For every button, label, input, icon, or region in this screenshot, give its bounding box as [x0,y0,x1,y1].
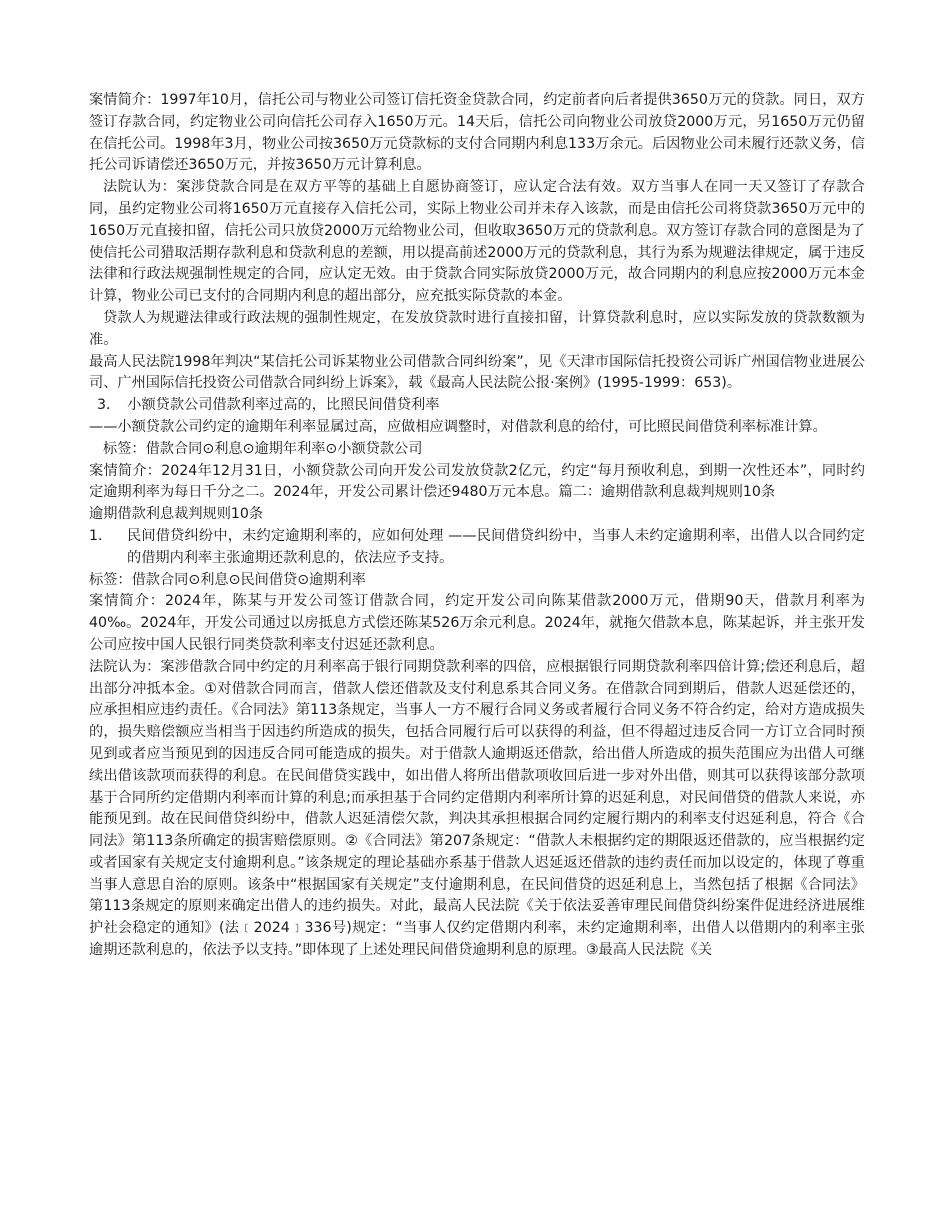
article-title: 逾期借款利息裁判规则10条 [89,506,264,523]
case-summary-paragraph: 案情简介：2024年，陈某与开发公司签订借款合同，约定开发公司向陈某借款2000万元，借期90天，借款月利率为40‰。2024年，开发公司通过以房抵息方式偿还陈某526万余元利息。2024年，就拖欠借款本息，陈某起诉，并主张开发公司应按中国人民银行同类贷款利率支付迟延还款利息。 [89,593,865,653]
list-item-text: 民间借贷纠纷中，未约定逾期利率的，应如何处理 ——民间借贷纠纷中，当事人未约定逾期利率，出借人以合同约定的借期内利率主张逾期还款利息的，依法应予支持。 [127,527,865,566]
section-heading: 3． 小额贷款公司借款利率过高的，比照民间借贷利率 [97,397,440,414]
case-summary-paragraph: 案情简介：2024年12月31日，小额贷款公司向开发公司发放贷款2亿元，约定“每月预收利息，到期一次性还本”，同时约定逾期利率为每日千分之二。2024年，开发公司累计偿还9480万元本息。篇二：逾期借款利息裁判规则10条 [89,462,865,501]
numbered-list-item [89,526,865,570]
document-body [89,90,865,962]
case-citation-paragraph: 最高人民法院1998年判决“某信托公司诉某物业公司借款合同纠纷案”，见《天津市国际信托投资公司诉广州国信物业进展公司、广州国际信托投资公司借款合同纠纷上诉案》，载《最高人民法院公报·案例》(1995-1999：653)。 [89,353,865,392]
tags-line: 标签：借款合同⊙利息⊙民间借贷⊙逾期利率 [89,571,366,588]
tags-line: 标签：借款合同⊙利息⊙逾期年利率⊙小额贷款公司 [103,440,423,457]
list-item-number: 1． [89,527,113,544]
case-summary-paragraph: 案情简介：1997年10月，信托公司与物业公司签订信托资金贷款合同，约定前者向后者提供3650万元的贷款。同日，双方签订存款合同，约定物业公司向信托公司存入1650万元。14天后，信托公司向物业公司放贷2000万元，另1650万元仍留在信托公司。1998年3月，物业公司按3650万元贷款标的支付合同期内利息133万余元。后因物业公司未履行还款义务，信托公司诉请偿还3650万元，并按3650万元计算利息。 [89,92,865,174]
rule-summary-paragraph: 贷款人为规避法律或行政法规的强制性规定，在发放贷款时进行直接扣留，计算贷款利息时，应以实际发放的贷款数额为准。 [89,309,865,348]
court-opinion-paragraph: 法院认为：案涉借款合同中约定的月利率高于银行同期贷款利率的四倍，应根据银行同期贷款利率四倍计算;偿还利息后，超出部分冲抵本金。①对借款合同而言，借款人偿还借款及支付利息系其合同义务。在借款合同到期后，借款人迟延偿还的，应承担相应违约责任。《合同法》第113条规定，当事人一方不履行合同义务或者履行合同义务不符合约定，给对方造成损失的，损失赔偿额应当相当于因违约所造成的损失，包括合同履行后可以获得的利益，但不得超过违反合同一方订立合同时预见到或者应当预见到的因违反合同可能造成的损失。对于借款人逾期返还借款，给出借人所造成的损失范围应为出借人可继续出借该款项而获得的利息。在民间借贷实践中，如出借人将所出借款项收回后进一步对外出借，则其可以获得该部分款项基于合同所约定借期内利率而计算的利息;而承担基于合同约定借期内利率所计算的迟延利息，对民间借贷的借款人来说，亦能预见到。故在民间借贷纠纷中，借款人迟延清偿欠款，判决其承担根据合同约定履行期内的利率支付迟延利息，符合《合同法》第113条所确定的损害赔偿原则。②《合同法》第207条规定：“借款人未根据约定的期限返还借款的，应当根据约定或者国家有关规定支付逾期利息。”该条规定的理论基础亦系基于借款人迟延返还借款的违约责任而加以设定的，体现了尊重当事人意思自治的原则。该条中“根据国家有关规定”支付逾期利息，在民间借贷的迟延利息上，当然包括了根据《合同法》第113条规定的原则来确定出借人的违约损失。对此，最高人民法院《关于依法妥善审理民间借贷纠纷案件促进经济进展维护社会稳定的通知》(法﹝2024﹞336号)规定：“当事人仅约定借期内利率，未约定逾期利率，出借人以借期内的利率主张逾期还款利息的，依法予以支持。”即体现了上述处理民间借贷逾期利息的原理。③最高人民法院《关 [89,658,865,959]
section-subtitle: ——小额贷款公司约定的逾期年利率显属过高，应做相应调整时，对借款利息的给付，可比照民间借贷利率标准计算。 [89,418,827,435]
court-opinion-paragraph: 法院认为：案涉贷款合同是在双方平等的基础上自愿协商签订，应认定合法有效。双方当事人在同一天又签订了存款合同，虽约定物业公司将1650万元直接存入信托公司，实际上物业公司并未存入该款，而是由信托公司将贷款3650万元中的1650万元直接扣留，信托公司只放贷2000万元给物业公司，但收取3650万元的贷款利息。双方签订存款合同的意图是为了使信托公司猎取活期存款利息和贷款利息的差额，用以提高前述2000万元的贷款利息，其行为系为规避法律规定，属于违反法律和行政法规强制性规定的合同，应认定无效。由于贷款合同实际放贷2000万元，故合同期内的利息应按2000万元本金计算，物业公司已支付的合同期内利息的超出部分，应充抵实际贷款的本金。 [89,179,865,305]
